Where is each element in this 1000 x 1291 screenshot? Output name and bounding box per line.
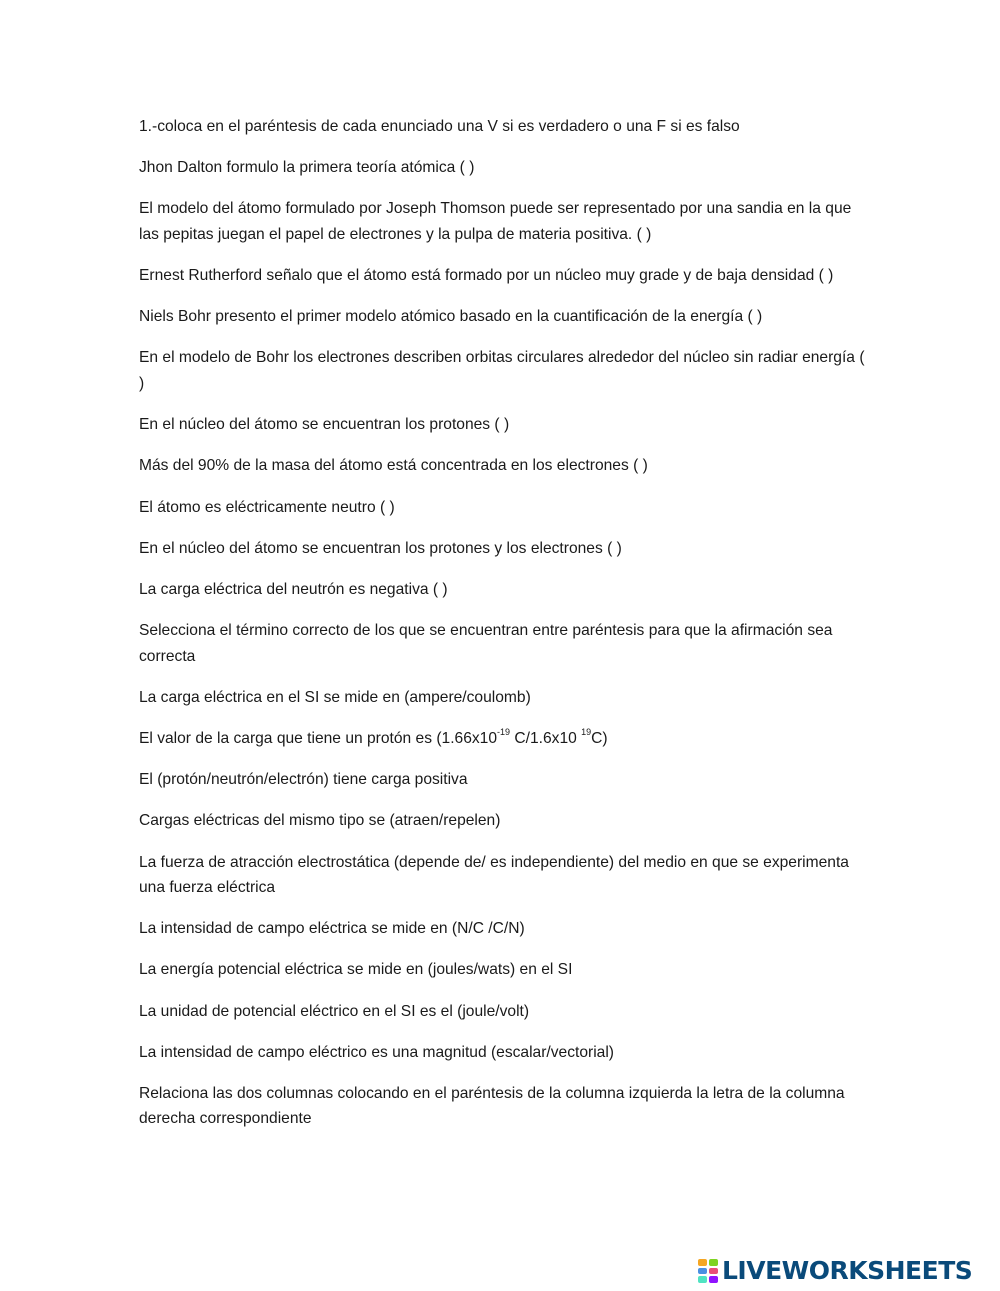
match-instruction: Relaciona las dos columnas colocando en el paréntesis de la columna izquierda la letra de la columna derecha correspondiente [139,1084,845,1128]
select-item: Cargas eléctricas del mismo tipo se (atraen/repelen) [139,812,501,830]
select-item: El (protón/neutrón/electrón) tiene carga positiva [139,771,468,789]
logo-mark-icon [697,1258,719,1284]
select-item: La intensidad de campo eléctrico es una magnitud (escalar/vectorial) [139,1043,615,1061]
logo-cell [709,1259,718,1266]
tf-item: En el modelo de Bohr los electrones describen orbitas circulares alrededor del núcleo sin radiar energía ( ) [139,349,865,392]
tf-instruction: 1.-coloca en el paréntesis de cada enunciado una V si es verdadero o una F si es falso [139,118,740,135]
tf-item: Ernest Rutherford señalo que el átomo está formado por un núcleo muy grade y de baja densidad ( ) [139,267,834,285]
select-item: La fuerza de atracción electrostática (depende de/ es independiente) del medio en que se experimenta una fuerza eléctrica [139,853,849,896]
logo-text: LIVEWORKSHEETS [722,1256,973,1285]
select-item: La energía potencial eléctrica se mide en (joules/wats) en el SI [139,961,573,979]
logo-cell [709,1276,718,1283]
tf-item: El átomo es eléctricamente neutro ( ) [139,498,395,516]
select-item-text: El valor de la carga que tiene un protón es (1.66x10 [139,729,498,747]
tf-item: Más del 90% de la masa del átomo está concentrada en los electrones ( ) [139,457,648,475]
logo-cell [698,1268,707,1275]
select-item-text: C/1.6x10 [510,729,582,747]
logo-cell [698,1276,707,1283]
worksheet-content [139,114,874,1148]
select-item: La intensidad de campo eléctrica se mide en (N/C /C/N) [139,920,525,938]
tf-item: En el núcleo del átomo se encuentran los protones y los electrones ( ) [139,539,622,557]
liveworksheets-logo [697,1256,972,1286]
select-item: La carga eléctrica en el SI se mide en (ampere/coulomb) [139,688,531,706]
tf-item: Niels Bohr presento el primer modelo atómico basado en la cuantificación de la energía ( ) [139,308,763,326]
select-instruction: Selecciona el término correcto de los que se encuentran entre paréntesis para que la afirmación sea correcta [139,622,833,665]
select-item-text: C) [591,729,608,747]
logo-cell [698,1259,707,1266]
select-item: La unidad de potencial eléctrico en el SI es el (joule/volt) [139,1002,530,1020]
select-item-proton-charge [139,726,874,752]
tf-item: La carga eléctrica del neutrón es negativa ( ) [139,580,448,598]
tf-item: El modelo del átomo formulado por Joseph Thomson puede ser representado por una sandia en la que las pepitas juegan el papel de electrones y la pulpa de materia positiva. ( ) [139,200,852,243]
tf-item: Jhon Dalton formulo la primera teoría atómica ( ) [139,159,475,177]
superscript-exponent: -19 [497,726,511,737]
tf-item: En el núcleo del átomo se encuentran los protones ( ) [139,416,510,434]
logo-cell [709,1268,718,1275]
superscript-exponent: 19 [581,726,592,737]
